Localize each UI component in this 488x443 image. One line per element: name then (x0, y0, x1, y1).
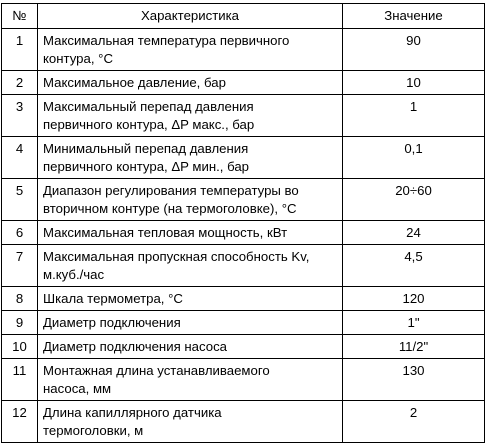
row-value: 1 (343, 95, 485, 137)
characteristic-line: Максимальная температура первичного (43, 33, 290, 48)
row-characteristic (38, 221, 343, 245)
row-value: 10 (343, 71, 485, 95)
header-value: Значение (343, 4, 485, 29)
row-value: 4,5 (343, 245, 485, 287)
characteristic-line: Максимальная тепловая мощность, кВт (43, 225, 288, 240)
characteristic-line: Максимальная пропускная способность Kv, (43, 249, 310, 264)
row-number: 9 (2, 311, 38, 335)
table-row (2, 95, 485, 137)
spec-table-container (1, 3, 484, 443)
characteristic-line: Монтажная длина устанавливаемого (43, 363, 270, 378)
characteristic-line: Шкала термометра, °C (43, 291, 183, 306)
row-number: 2 (2, 71, 38, 95)
characteristic-line: Диаметр подключения насоса (43, 339, 228, 354)
characteristic-line: Диаметр подключения (43, 315, 181, 330)
table-row (2, 311, 485, 335)
header-number: № (2, 4, 38, 29)
characteristic-line: Минимальный перепад давления (43, 141, 249, 156)
row-value: 11/2" (343, 335, 485, 359)
row-characteristic (38, 335, 343, 359)
row-characteristic (38, 29, 343, 71)
characteristic-line: термоголовки, м (43, 423, 144, 438)
characteristic-line: Диапазон регулирования температуры во (43, 183, 299, 198)
row-number: 1 (2, 29, 38, 71)
row-value: 130 (343, 359, 485, 401)
row-value: 90 (343, 29, 485, 71)
table-header-row (2, 4, 485, 29)
row-characteristic (38, 179, 343, 221)
characteristic-line: Максимальное давление, бар (43, 75, 226, 90)
table-row (2, 71, 485, 95)
row-number: 10 (2, 335, 38, 359)
row-value: 1" (343, 311, 485, 335)
table-row (2, 287, 485, 311)
row-characteristic (38, 359, 343, 401)
row-characteristic (38, 137, 343, 179)
row-number: 3 (2, 95, 38, 137)
row-number: 4 (2, 137, 38, 179)
row-number: 12 (2, 401, 38, 443)
table-row (2, 221, 485, 245)
row-characteristic (38, 287, 343, 311)
row-number: 11 (2, 359, 38, 401)
row-number: 7 (2, 245, 38, 287)
row-value: 20÷60 (343, 179, 485, 221)
characteristic-line: контура, °C (43, 51, 113, 66)
specifications-table (1, 3, 485, 443)
characteristic-line: первичного контура, ΔP макс., бар (43, 117, 255, 132)
row-number: 8 (2, 287, 38, 311)
characteristic-line: Длина капиллярного датчика (43, 405, 222, 420)
row-characteristic (38, 401, 343, 443)
row-value: 120 (343, 287, 485, 311)
table-row (2, 179, 485, 221)
table-row (2, 401, 485, 443)
table-row (2, 137, 485, 179)
row-value: 2 (343, 401, 485, 443)
table-row (2, 245, 485, 287)
table-row (2, 359, 485, 401)
row-characteristic (38, 71, 343, 95)
row-characteristic (38, 95, 343, 137)
row-characteristic (38, 245, 343, 287)
row-number: 6 (2, 221, 38, 245)
characteristic-line: первичного контура, ΔP мин., бар (43, 159, 250, 174)
characteristic-line: вторичном контуре (на термоголовке), °C (43, 201, 297, 216)
table-row (2, 335, 485, 359)
characteristic-line: насоса, мм (43, 381, 112, 396)
table-row (2, 29, 485, 71)
characteristic-line: Максимальный перепад давления (43, 99, 254, 114)
row-characteristic (38, 311, 343, 335)
row-number: 5 (2, 179, 38, 221)
row-value: 24 (343, 221, 485, 245)
header-characteristic: Характеристика (38, 4, 343, 29)
characteristic-line: м.куб./час (43, 267, 105, 282)
row-value: 0,1 (343, 137, 485, 179)
